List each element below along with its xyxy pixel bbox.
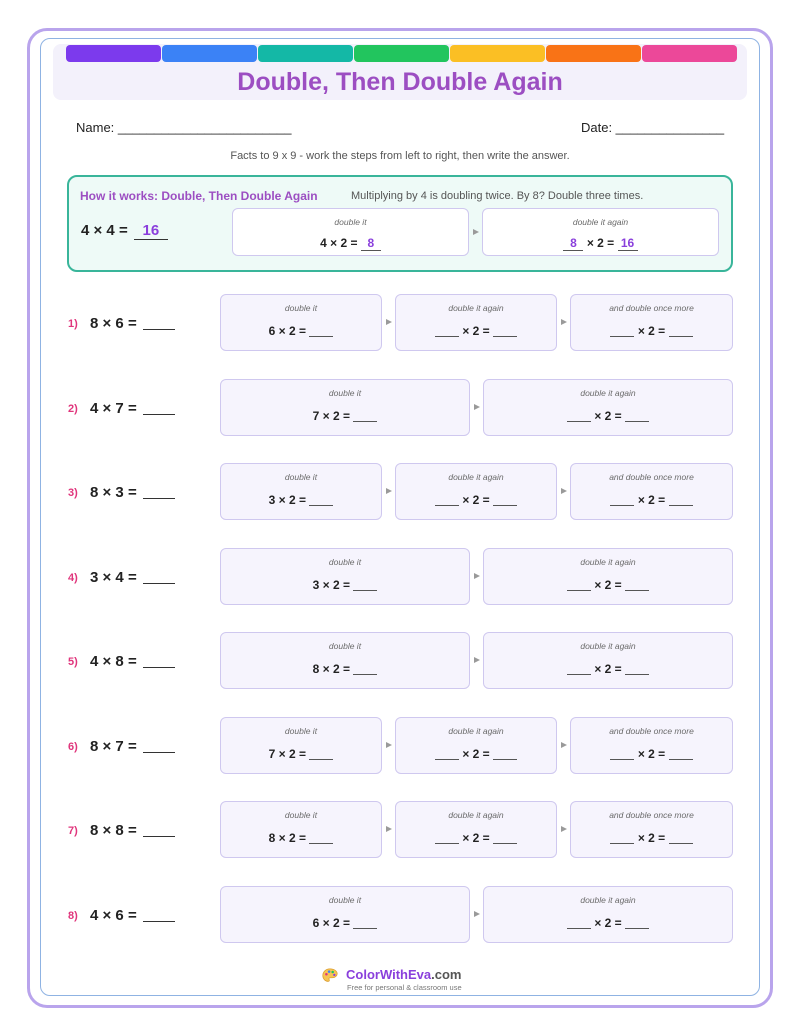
arrow-right-icon	[386, 826, 392, 832]
step-equation	[233, 236, 468, 251]
arrow-right-icon	[474, 911, 480, 917]
step-equation-text: 7 × 2 =	[312, 409, 351, 423]
step-caption: double it again	[572, 217, 629, 227]
step-equation-text: 8 × 2 =	[312, 662, 351, 676]
step-double-it-again	[395, 463, 557, 520]
step-caption: double it	[284, 726, 318, 736]
step-double-it-again	[483, 632, 733, 689]
arrow-right-icon	[561, 488, 567, 494]
date-field[interactable]: Date: _______________	[581, 120, 725, 135]
problem-number: 4)	[68, 572, 78, 584]
answer-blank[interactable]	[143, 739, 175, 753]
step-caption: double it again	[580, 895, 636, 905]
step-caption: double it again	[580, 388, 636, 398]
step-answer-blank[interactable]	[493, 748, 517, 760]
problem-number: 2)	[68, 403, 78, 415]
color-bar-segment	[66, 45, 161, 62]
arrow-right-icon	[386, 319, 392, 325]
step-input-blank[interactable]	[567, 663, 591, 675]
step-answer-blank[interactable]	[669, 748, 693, 760]
step-equation-text: 7 × 2 =	[268, 747, 307, 761]
color-bar-segment	[354, 45, 449, 62]
step-equation-text: × 2 =	[637, 831, 666, 845]
problem-number: 7)	[68, 825, 78, 837]
step-caption: double it	[284, 472, 318, 482]
step-equation-text: 8 × 2 =	[268, 831, 307, 845]
step-input-blank[interactable]	[610, 325, 634, 337]
step-input-blank[interactable]	[610, 832, 634, 844]
problem-equation	[90, 822, 175, 839]
step-double-it-again	[483, 379, 733, 436]
step-double-it	[220, 886, 470, 943]
step-equation	[484, 578, 732, 592]
answer-blank[interactable]	[143, 654, 175, 668]
step-answer-blank[interactable]	[493, 325, 517, 337]
step-equation	[484, 662, 732, 676]
step-double-it	[220, 548, 470, 605]
step-answer-blank[interactable]	[353, 410, 377, 422]
example-step-double-it-again	[482, 208, 719, 256]
problem-number: 1)	[68, 318, 78, 330]
step-equation-text: 6 × 2 =	[312, 916, 351, 930]
footer-brand	[346, 967, 461, 982]
problem-equation	[90, 400, 175, 417]
arrow-right-icon	[474, 404, 480, 410]
arrow-right-icon	[386, 488, 392, 494]
step-equation	[396, 493, 556, 507]
how-it-works-title: How it works: Double, Then Double Again	[80, 189, 318, 203]
step-caption: double it	[334, 217, 367, 227]
step-equation-text: × 2 =	[594, 578, 622, 592]
arrow-right-icon	[386, 742, 392, 748]
problem-equation	[90, 653, 175, 670]
worksheet-title: Double, Then Double Again	[237, 68, 563, 96]
step-double-once-more	[570, 463, 733, 520]
step-input-blank[interactable]	[610, 494, 634, 506]
step-input-blank[interactable]	[567, 410, 591, 422]
step-equation-text: × 2 =	[462, 493, 490, 507]
step-double-it-again	[395, 801, 557, 858]
step-caption: double it again	[580, 641, 636, 651]
problem-text: 3 × 4 =	[90, 569, 137, 586]
step-input-blank[interactable]	[435, 748, 459, 760]
problem-equation	[90, 484, 175, 501]
problem-text: 4 × 8 =	[90, 653, 137, 670]
example-answer: 16	[134, 222, 168, 240]
step-caption: and double once more	[609, 472, 694, 482]
step-equation-text: × 2 =	[462, 324, 490, 338]
step-equation	[221, 493, 381, 507]
step-input-blank[interactable]	[567, 579, 591, 591]
step-answer-blank[interactable]	[309, 832, 333, 844]
step-caption: and double once more	[609, 810, 694, 820]
step-equation	[571, 493, 732, 507]
step-equation	[221, 578, 469, 592]
problem-text: 8 × 6 =	[90, 315, 137, 332]
problem-text: 8 × 7 =	[90, 738, 137, 755]
step-equation-text: 3 × 2 =	[268, 493, 307, 507]
step-equation	[221, 662, 469, 676]
step-answer-blank[interactable]	[669, 494, 693, 506]
step-caption: double it	[284, 303, 318, 313]
step-answer-blank[interactable]	[625, 663, 649, 675]
step-answer: 16	[618, 236, 638, 251]
arrow-right-icon	[561, 826, 567, 832]
step-caption: double it again	[448, 303, 504, 313]
step-double-it-again	[483, 548, 733, 605]
step-caption: double it again	[580, 557, 636, 567]
step-equation	[484, 916, 732, 930]
step-caption: and double once more	[609, 303, 694, 313]
answer-blank[interactable]	[143, 485, 175, 499]
step-caption: double it again	[448, 726, 504, 736]
step-double-it-again	[395, 717, 557, 774]
problem-number: 6)	[68, 741, 78, 753]
step-equation-text: × 2 =	[462, 747, 490, 761]
step-equation-text: × 2 =	[586, 236, 615, 250]
step-equation-text: 4 × 2 =	[320, 236, 358, 250]
step-equation-text: × 2 =	[594, 916, 622, 930]
palette-icon	[321, 967, 339, 985]
answer-blank[interactable]	[143, 401, 175, 415]
step-equation	[221, 324, 381, 338]
step-equation-text: 6 × 2 =	[268, 324, 307, 338]
step-input-blank[interactable]	[610, 748, 634, 760]
step-input-blank[interactable]	[435, 494, 459, 506]
color-bar-segment	[162, 45, 257, 62]
step-double-it	[220, 632, 470, 689]
step-equation-text: × 2 =	[637, 747, 666, 761]
problem-text: 8 × 3 =	[90, 484, 137, 501]
name-field[interactable]: Name: ________________________	[76, 120, 292, 135]
step-equation	[571, 831, 732, 845]
step-double-it	[220, 717, 382, 774]
color-bar-segment	[642, 45, 737, 62]
problem-number: 8)	[68, 910, 78, 922]
step-double-once-more	[570, 717, 733, 774]
answer-blank[interactable]	[143, 570, 175, 584]
step-equation	[571, 747, 732, 761]
problem-equation	[90, 738, 175, 755]
rainbow-color-bar	[66, 45, 737, 62]
step-equation	[484, 409, 732, 423]
step-equation	[396, 747, 556, 761]
step-equation-text: × 2 =	[637, 324, 666, 338]
step-input-blank[interactable]	[435, 325, 459, 337]
problem-number: 3)	[68, 487, 78, 499]
arrow-right-icon	[473, 229, 479, 235]
step-answer: 8	[361, 236, 381, 251]
step-input: 8	[563, 236, 583, 251]
step-answer-blank[interactable]	[669, 325, 693, 337]
step-caption: double it again	[448, 810, 504, 820]
color-bar-segment	[546, 45, 641, 62]
step-answer-blank[interactable]	[309, 325, 333, 337]
step-answer-blank[interactable]	[353, 663, 377, 675]
step-answer-blank[interactable]	[353, 917, 377, 929]
footer-tagline: Free for personal & classroom use	[347, 983, 462, 992]
step-equation	[396, 831, 556, 845]
step-input-blank[interactable]	[567, 917, 591, 929]
example-problem-text: 4 × 4 =	[81, 222, 128, 239]
step-caption: double it	[328, 641, 362, 651]
step-equation	[221, 916, 469, 930]
problem-equation	[90, 569, 175, 586]
answer-blank[interactable]	[143, 908, 175, 922]
problem-text: 4 × 6 =	[90, 907, 137, 924]
step-answer-blank[interactable]	[625, 410, 649, 422]
footer-brand-suffix: .com	[431, 967, 462, 982]
arrow-right-icon	[474, 573, 480, 579]
step-equation	[221, 747, 381, 761]
step-answer-blank[interactable]	[625, 579, 649, 591]
step-double-it	[220, 463, 382, 520]
step-input-blank[interactable]	[435, 832, 459, 844]
step-double-it	[220, 379, 470, 436]
problem-equation	[90, 907, 175, 924]
how-it-works-subtitle: Multiplying by 4 is doubling twice. By 8? Double three times.	[351, 190, 644, 202]
step-equation-text: × 2 =	[594, 662, 622, 676]
step-answer-blank[interactable]	[669, 832, 693, 844]
problem-text: 8 × 8 =	[90, 822, 137, 839]
step-caption: double it	[284, 810, 318, 820]
step-answer-blank[interactable]	[493, 832, 517, 844]
problem-equation	[90, 315, 175, 332]
problem-text: 4 × 7 =	[90, 400, 137, 417]
step-caption: double it	[328, 895, 362, 905]
step-caption: double it again	[448, 472, 504, 482]
step-caption: double it	[328, 557, 362, 567]
step-double-it-again	[395, 294, 557, 351]
step-answer-blank[interactable]	[309, 748, 333, 760]
step-equation	[221, 831, 381, 845]
color-bar-segment	[450, 45, 545, 62]
step-caption: double it	[328, 388, 362, 398]
answer-blank[interactable]	[143, 823, 175, 837]
color-bar-segment	[258, 45, 353, 62]
step-caption: and double once more	[609, 726, 694, 736]
footer-brand-name: ColorWithEva	[346, 967, 432, 982]
instructions: Facts to 9 x 9 - work the steps from left to right, then write the answer.	[230, 150, 570, 162]
step-equation	[571, 324, 732, 338]
step-equation	[483, 236, 718, 251]
step-double-it	[220, 801, 382, 858]
step-equation-text: × 2 =	[637, 493, 666, 507]
step-equation-text: × 2 =	[594, 409, 622, 423]
answer-blank[interactable]	[143, 316, 175, 330]
step-equation	[221, 409, 469, 423]
step-answer-blank[interactable]	[309, 494, 333, 506]
problem-number: 5)	[68, 656, 78, 668]
step-double-once-more	[570, 801, 733, 858]
example-step-double-it	[232, 208, 469, 256]
example-problem	[81, 222, 168, 240]
step-double-once-more	[570, 294, 733, 351]
step-equation-text: × 2 =	[462, 831, 490, 845]
step-equation	[396, 324, 556, 338]
step-answer-blank[interactable]	[353, 579, 377, 591]
step-double-it	[220, 294, 382, 351]
arrow-right-icon	[561, 742, 567, 748]
step-equation-text: 3 × 2 =	[312, 578, 351, 592]
step-double-it-again	[483, 886, 733, 943]
step-answer-blank[interactable]	[493, 494, 517, 506]
step-answer-blank[interactable]	[625, 917, 649, 929]
arrow-right-icon	[561, 319, 567, 325]
arrow-right-icon	[474, 657, 480, 663]
